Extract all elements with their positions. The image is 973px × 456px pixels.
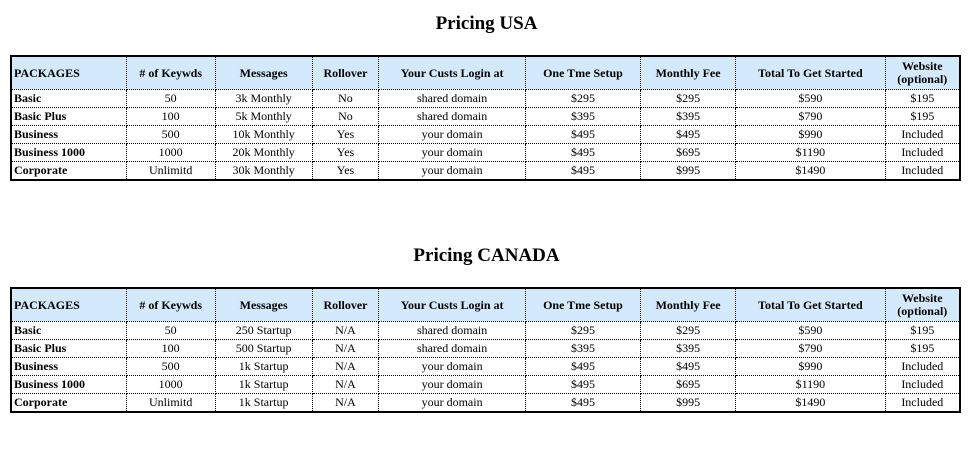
rollover-cell: Yes	[312, 144, 379, 162]
website-cell: $195	[885, 90, 960, 108]
column-header-keywords: # of Keywds	[126, 56, 215, 90]
table-header-row	[11, 56, 960, 90]
setup-cell: $295	[525, 322, 640, 340]
website-cell: Included	[885, 376, 960, 394]
table-row	[11, 322, 960, 340]
pricing-canada-title: Pricing CANADA	[413, 245, 560, 266]
messages-cell: 1k Startup	[215, 394, 312, 413]
monthly-fee-cell: $395	[641, 340, 736, 358]
rollover-cell: No	[312, 108, 379, 126]
column-header-login: Your Custs Login at	[379, 56, 526, 90]
keywords-cell: 500	[126, 126, 215, 144]
column-header-messages: Messages	[215, 56, 312, 90]
pricing-usa-title: Pricing USA	[435, 13, 538, 34]
monthly-fee-cell: $495	[641, 358, 736, 376]
messages-cell: 30k Monthly	[215, 162, 312, 181]
setup-cell: $295	[525, 90, 640, 108]
pricing-usa-table	[10, 55, 961, 181]
column-header-monthly-fee: Monthly Fee	[641, 56, 736, 90]
total-cell: $990	[736, 358, 886, 376]
website-cell: Included	[885, 126, 960, 144]
table-row	[11, 358, 960, 376]
package-name-cell: Basic	[11, 90, 126, 108]
login-cell: your domain	[379, 162, 526, 181]
rollover-cell: N/A	[312, 340, 379, 358]
setup-cell: $495	[525, 376, 640, 394]
messages-cell: 20k Monthly	[215, 144, 312, 162]
messages-cell: 250 Startup	[215, 322, 312, 340]
login-cell: your domain	[379, 394, 526, 413]
total-cell: $590	[736, 322, 886, 340]
column-header-rollover: Rollover	[312, 288, 379, 322]
package-name-cell: Corporate	[11, 162, 126, 181]
messages-cell: 10k Monthly	[215, 126, 312, 144]
website-cell: $195	[885, 322, 960, 340]
column-header-website: Website (optional)	[885, 56, 960, 90]
table-row	[11, 144, 960, 162]
website-cell: Included	[885, 358, 960, 376]
login-cell: shared domain	[379, 108, 526, 126]
messages-cell: 3k Monthly	[215, 90, 312, 108]
login-cell: shared domain	[379, 340, 526, 358]
package-name-cell: Basic	[11, 322, 126, 340]
keywords-cell: 50	[126, 322, 215, 340]
messages-cell: 5k Monthly	[215, 108, 312, 126]
total-cell: $1490	[736, 162, 886, 181]
setup-cell: $495	[525, 144, 640, 162]
messages-cell: 500 Startup	[215, 340, 312, 358]
table-row	[11, 162, 960, 181]
column-header-total: Total To Get Started	[736, 288, 886, 322]
table-row	[11, 394, 960, 413]
package-name-cell: Basic Plus	[11, 108, 126, 126]
table-row	[11, 340, 960, 358]
column-header-monthly-fee: Monthly Fee	[641, 288, 736, 322]
column-header-website: Website (optional)	[885, 288, 960, 322]
column-header-setup: One Tme Setup	[525, 56, 640, 90]
keywords-cell: 100	[126, 108, 215, 126]
package-name-cell: Basic Plus	[11, 340, 126, 358]
package-name-cell: Business	[11, 358, 126, 376]
monthly-fee-cell: $995	[641, 162, 736, 181]
website-cell: Included	[885, 144, 960, 162]
monthly-fee-cell: $295	[641, 90, 736, 108]
pricing-usa-body	[11, 90, 960, 181]
rollover-cell: Yes	[312, 126, 379, 144]
package-name-cell: Business 1000	[11, 144, 126, 162]
column-header-setup: One Tme Setup	[525, 288, 640, 322]
monthly-fee-cell: $995	[641, 394, 736, 413]
rollover-cell: Yes	[312, 162, 379, 181]
login-cell: shared domain	[379, 322, 526, 340]
monthly-fee-cell: $495	[641, 126, 736, 144]
keywords-cell: 100	[126, 340, 215, 358]
table-row	[11, 108, 960, 126]
monthly-fee-cell: $695	[641, 144, 736, 162]
total-cell: $1190	[736, 144, 886, 162]
setup-cell: $495	[525, 358, 640, 376]
total-cell: $790	[736, 108, 886, 126]
login-cell: your domain	[379, 144, 526, 162]
keywords-cell: 500	[126, 358, 215, 376]
pricing-canada-body	[11, 322, 960, 413]
monthly-fee-cell: $395	[641, 108, 736, 126]
table-row	[11, 126, 960, 144]
keywords-cell: 1000	[126, 376, 215, 394]
messages-cell: 1k Startup	[215, 358, 312, 376]
monthly-fee-cell: $295	[641, 322, 736, 340]
column-header-login: Your Custs Login at	[379, 288, 526, 322]
monthly-fee-cell: $695	[641, 376, 736, 394]
login-cell: your domain	[379, 126, 526, 144]
messages-cell: 1k Startup	[215, 376, 312, 394]
keywords-cell: 50	[126, 90, 215, 108]
column-header-packages: PACKAGES	[11, 288, 126, 322]
table-header-row	[11, 288, 960, 322]
website-cell: Included	[885, 394, 960, 413]
rollover-cell: No	[312, 90, 379, 108]
website-cell: $195	[885, 108, 960, 126]
package-name-cell: Business 1000	[11, 376, 126, 394]
column-header-keywords: # of Keywds	[126, 288, 215, 322]
column-header-messages: Messages	[215, 288, 312, 322]
package-name-cell: Business	[11, 126, 126, 144]
total-cell: $1490	[736, 394, 886, 413]
pricing-canada-table	[10, 287, 961, 413]
package-name-cell: Corporate	[11, 394, 126, 413]
setup-cell: $495	[525, 126, 640, 144]
total-cell: $790	[736, 340, 886, 358]
keywords-cell: Unlimitd	[126, 162, 215, 181]
column-header-packages: PACKAGES	[11, 56, 126, 90]
website-cell: Included	[885, 162, 960, 181]
rollover-cell: N/A	[312, 322, 379, 340]
column-header-total: Total To Get Started	[736, 56, 886, 90]
login-cell: shared domain	[379, 90, 526, 108]
table-row	[11, 376, 960, 394]
setup-cell: $395	[525, 340, 640, 358]
login-cell: your domain	[379, 376, 526, 394]
login-cell: your domain	[379, 358, 526, 376]
setup-cell: $395	[525, 108, 640, 126]
rollover-cell: N/A	[312, 394, 379, 413]
total-cell: $590	[736, 90, 886, 108]
rollover-cell: N/A	[312, 376, 379, 394]
setup-cell: $495	[525, 394, 640, 413]
rollover-cell: N/A	[312, 358, 379, 376]
keywords-cell: 1000	[126, 144, 215, 162]
total-cell: $990	[736, 126, 886, 144]
keywords-cell: Unlimitd	[126, 394, 215, 413]
setup-cell: $495	[525, 162, 640, 181]
total-cell: $1190	[736, 376, 886, 394]
column-header-rollover: Rollover	[312, 56, 379, 90]
website-cell: $195	[885, 340, 960, 358]
table-row	[11, 90, 960, 108]
